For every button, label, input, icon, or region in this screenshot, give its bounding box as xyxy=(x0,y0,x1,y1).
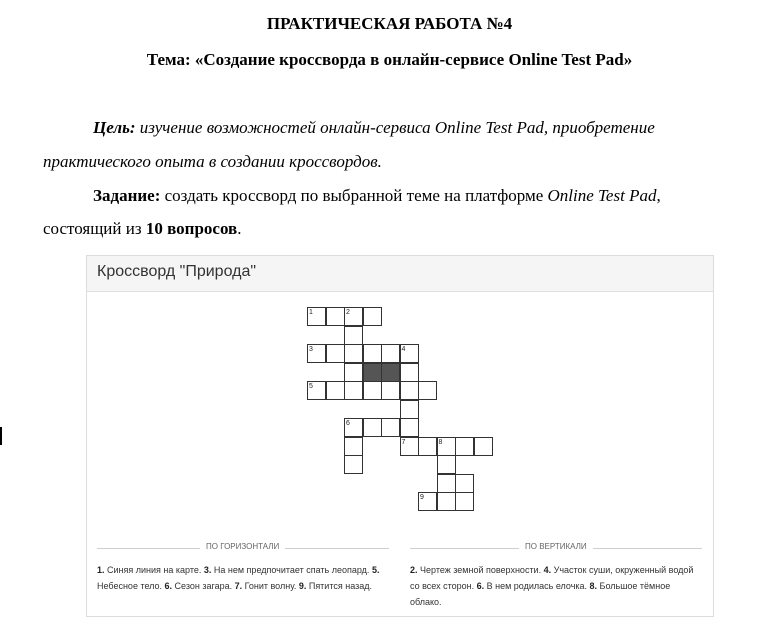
goal-text-end: , приобретение xyxy=(543,118,655,137)
task-text: создать кроссворд по выбранной теме на платформе xyxy=(160,186,548,205)
crossword-cell[interactable] xyxy=(474,437,493,456)
crossword-cell[interactable] xyxy=(437,455,456,474)
vertical-clue xyxy=(410,565,544,575)
crossword-cell[interactable] xyxy=(400,381,419,400)
clue-number: 2 xyxy=(346,309,350,316)
crossword-card xyxy=(86,255,714,617)
task-paragraph xyxy=(43,186,779,206)
clue-number-label: 7. xyxy=(234,581,243,591)
task-text-end: , xyxy=(656,186,661,205)
clue-number-label: 1. xyxy=(97,565,105,575)
clue-number: 3 xyxy=(309,346,313,353)
document-topic: Тема: «Создание кроссворда в онлайн-сервисе Online Test Pad» xyxy=(146,50,633,69)
crossword-header xyxy=(87,256,713,292)
crossword-cell[interactable] xyxy=(344,437,363,456)
horizontal-clue xyxy=(97,565,204,575)
crossword-cell[interactable] xyxy=(363,344,382,363)
vertical-clue xyxy=(477,581,590,591)
clue-number: 6 xyxy=(346,420,350,427)
clue-text: Большое тёмное облако. xyxy=(410,581,671,607)
crossword-cell[interactable] xyxy=(437,474,456,493)
crossword-cell[interactable] xyxy=(381,363,400,382)
clue-number-label: 9. xyxy=(298,581,307,591)
crossword-cell[interactable] xyxy=(381,418,400,437)
clue-number-label: 6. xyxy=(164,581,173,591)
crossword-cell[interactable] xyxy=(455,492,474,511)
clue-text: Сезон загара. xyxy=(172,581,235,591)
crossword-cell[interactable] xyxy=(381,381,400,400)
clue-text: На нем предпочитает спать леопард. xyxy=(211,565,372,575)
clue-text: Участок суши, окруженный водой со всех сторон. xyxy=(410,565,694,591)
clue-number-label: 8. xyxy=(589,581,598,591)
horizontal-header: ПО ГОРИЗОНТАЛИ xyxy=(200,542,285,551)
clue-number-label: 5. xyxy=(371,565,380,575)
crossword-cell[interactable] xyxy=(418,381,437,400)
goal-paragraph-line2: практического опыта в создании кроссвордов. xyxy=(43,152,382,171)
crossword-cell[interactable] xyxy=(381,344,400,363)
crossword-cell[interactable] xyxy=(400,400,419,419)
vertical-header: ПО ВЕРТИКАЛИ xyxy=(519,542,593,551)
clue-number: 5 xyxy=(309,383,313,390)
horizontal-clue xyxy=(235,581,299,591)
clue-number-label: 4. xyxy=(543,565,552,575)
crossword-cell[interactable] xyxy=(344,363,363,382)
clue-text: Гонит волну. xyxy=(242,581,299,591)
vertical-clues xyxy=(410,562,702,610)
crossword-cell[interactable] xyxy=(344,326,363,345)
goal-paragraph xyxy=(43,118,779,138)
horizontal-clues xyxy=(97,562,389,594)
crossword-cell[interactable] xyxy=(363,418,382,437)
crossword-title: Кроссворд "Природа" xyxy=(97,263,257,280)
crossword-cell[interactable] xyxy=(400,418,419,437)
task-line2-a: состоящий из xyxy=(43,219,146,238)
crossword-cell[interactable] xyxy=(455,474,474,493)
clue-number: 4 xyxy=(401,346,406,353)
document-title: ПРАКТИЧЕСКАЯ РАБОТА №4 xyxy=(266,14,513,33)
clue-number: 7 xyxy=(401,438,406,446)
crossword-cell[interactable] xyxy=(437,492,456,511)
text-cursor xyxy=(0,427,2,445)
clue-number-label: 6. xyxy=(476,581,485,591)
goal-text: изучение возможностей онлайн-сервиса xyxy=(135,118,435,137)
crossword-cell[interactable] xyxy=(326,344,345,363)
crossword-cell[interactable] xyxy=(344,344,363,363)
clue-text: Небесное тело. xyxy=(97,581,165,591)
task-question-count: 10 вопросов xyxy=(145,219,238,238)
crossword-cell[interactable] xyxy=(455,437,474,456)
service-name: Online Test Pad xyxy=(434,118,544,137)
clue-number-label: 2. xyxy=(410,565,418,575)
crossword-cell[interactable] xyxy=(344,455,363,474)
crossword-cell[interactable] xyxy=(400,363,419,382)
horizontal-clue xyxy=(204,565,372,575)
crossword-cell[interactable] xyxy=(326,381,345,400)
task-paragraph-line2 xyxy=(43,219,759,239)
task-service-name: Online Test Pad xyxy=(547,186,657,205)
clue-number-label: 3. xyxy=(203,565,212,575)
clue-text: Синяя линия на карте. xyxy=(104,565,204,575)
horizontal-clue xyxy=(299,581,372,591)
goal-label: Цель: xyxy=(93,118,136,137)
task-label: Задание: xyxy=(93,186,161,205)
task-line2-c: . xyxy=(237,219,242,238)
clue-number: 9 xyxy=(420,494,424,501)
clue-text: Чертеж земной поверхности. xyxy=(417,565,544,575)
clue-text: В нем родилась елочка. xyxy=(484,581,590,591)
clue-text: Пятится назад. xyxy=(306,581,372,591)
crossword-cell[interactable] xyxy=(363,381,382,400)
clue-number: 1 xyxy=(309,309,313,316)
horizontal-clue xyxy=(165,581,235,591)
crossword-cell[interactable] xyxy=(363,363,382,382)
crossword-cell[interactable] xyxy=(326,307,345,326)
clue-number: 8 xyxy=(438,438,443,446)
crossword-cell[interactable] xyxy=(344,381,363,400)
crossword-cell[interactable] xyxy=(418,437,437,456)
crossword-cell[interactable] xyxy=(363,307,382,326)
